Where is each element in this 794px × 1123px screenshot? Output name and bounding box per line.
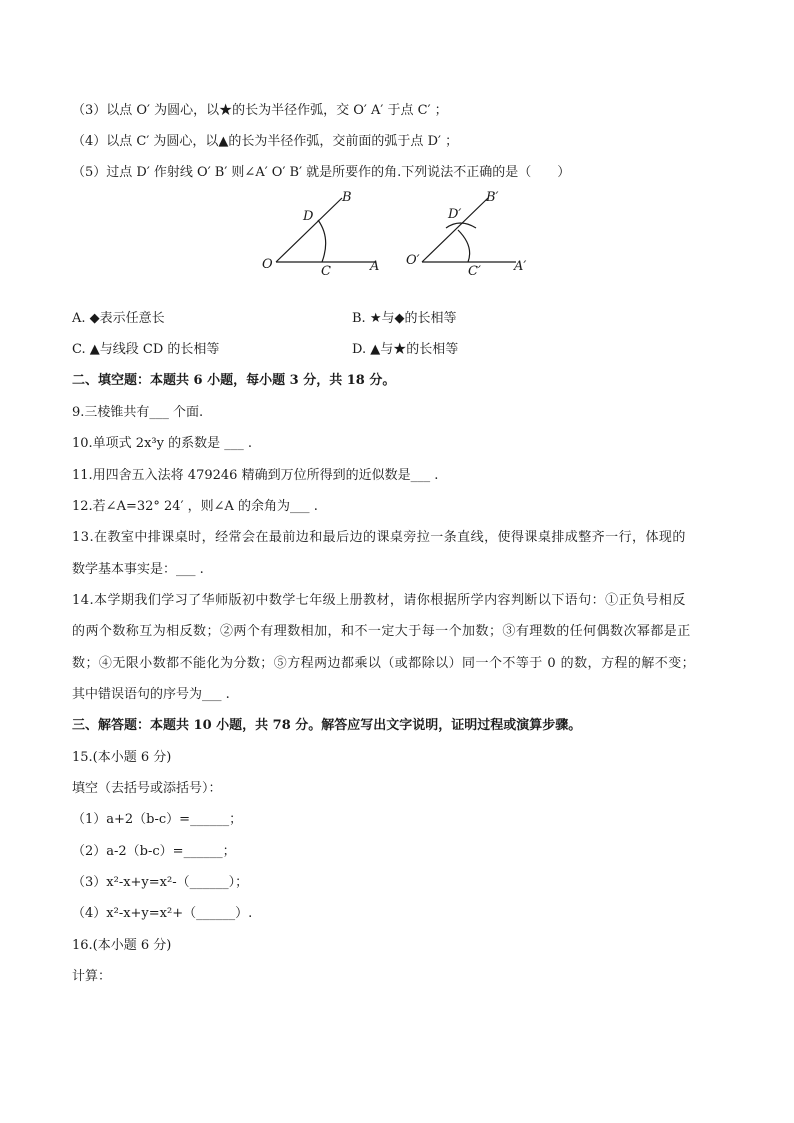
step-4: （4）以点 C′ 为圆心，以▲的长为半径作弧，交前面的弧于点 D′ ； [72, 134, 459, 149]
question-12: 12.若∠A=32° 24′ ，则∠A 的余角为___ . [72, 499, 318, 514]
question-14-line-4: 其中错误语句的序号为___ . [72, 687, 230, 702]
label-c: C [321, 264, 331, 278]
question-9: 9.三棱锥共有___ 个面. [72, 405, 204, 420]
question-15-item-4: （4）x²-x+y=x²+（______）. [72, 906, 253, 921]
question-16-heading: 16.(本小题 6 分) [72, 938, 172, 953]
section-2-heading: 二、填空题：本题共 6 小题，每小题 3 分，共 18 分。 [72, 373, 396, 388]
step-5: （5）过点 D′ 作射线 O′ B′ 则∠A′ O′ B′ 就是所要作的角.下列说法不正确的是（ ） [72, 165, 571, 180]
label-d: D [303, 209, 314, 224]
question-10: 10.单项式 2x³y 的系数是 ___ . [72, 436, 252, 451]
label-b: B [342, 190, 352, 205]
question-14-line-1: 14.本学期我们学习了华师版初中数学七年级上册教材，请你根据所学内容判断以下语句：①正负号相反 [72, 593, 686, 608]
option-b: B. ★与◆的长相等 [352, 311, 457, 326]
question-13-line-2: 数学基本事实是：___ . [72, 562, 204, 577]
label-a: A [370, 259, 380, 274]
question-14-line-3: 数；④无限小数都不能化为分数；⑤方程两边都乘以（或都除以）同一个不等于 0 的数，方程的解不变； [72, 656, 696, 671]
step-3: （3）以点 O′ 为圆心，以★的长为半径作弧，交 O′ A′ 于点 C′ ； [72, 103, 448, 118]
option-a: A. ◆表示任意长 [72, 311, 165, 326]
label-a-prime: A′ [514, 259, 527, 274]
angle-construction-figure [258, 188, 548, 278]
label-o: O [262, 257, 273, 272]
question-15-heading: 15.(本小题 6 分) [72, 750, 172, 765]
option-c: C. ▲与线段 CD 的长相等 [72, 342, 220, 357]
arc-c-prime [458, 230, 470, 262]
label-o-prime: O′ [406, 253, 420, 268]
label-d-prime: D′ [448, 207, 462, 222]
label-b-prime: B′ [486, 190, 499, 205]
question-15-item-3: （3）x²-x+y=x²-（______）； [72, 875, 249, 890]
question-16-intro: 计算： [72, 969, 112, 984]
question-15-item-1: （1）a+2（b-c）=______； [72, 812, 243, 827]
question-14-line-2: 的两个数称互为相反数；②两个有理数相加，和不一定大于每一个加数；③有理数的任何偶数次幂都是正 [72, 624, 691, 639]
option-d: D. ▲与★的长相等 [352, 342, 459, 357]
label-c-prime: C′ [468, 264, 481, 278]
question-11: 11.用四舍五入法将 479246 精确到万位所得到的近似数是___ . [72, 468, 439, 483]
question-15-intro: 填空（去括号或添括号）： [72, 781, 222, 796]
section-3-heading: 三、解答题：本题共 10 小题，共 78 分。解答应写出文字说明，证明过程或演算步骤。 [72, 718, 582, 733]
ray-ob [276, 198, 342, 262]
question-13-line-1: 13.在教室中排课桌时，经常会在最前边和最后边的课桌旁拉一条直线，使得课桌排成整齐一行，体现的 [72, 530, 686, 545]
arc-cd [318, 220, 326, 262]
question-15-item-2: （2）a-2（b-c）=______； [72, 844, 236, 859]
